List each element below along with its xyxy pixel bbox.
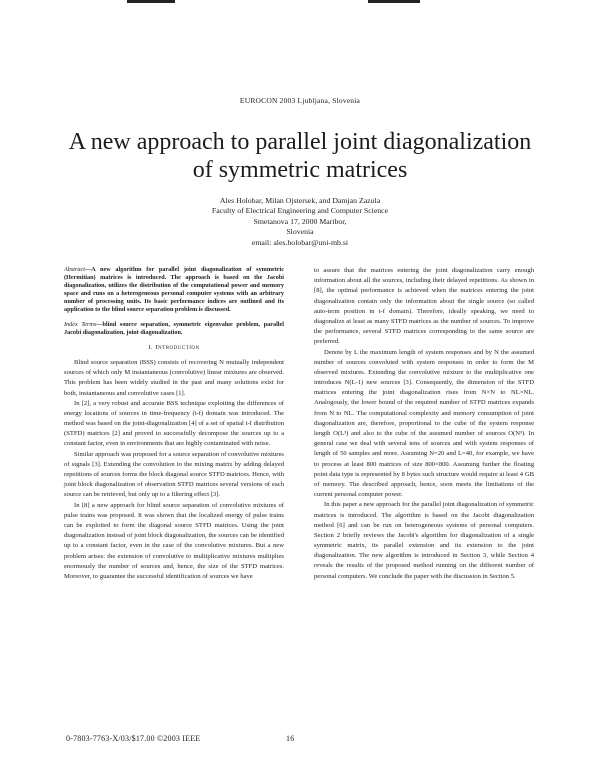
section-heading: I. Introduction [148, 343, 200, 351]
paragraph: Similar approach was proposed for a source separation of convolutive mixtures of signals [3]. Extending the convolution to the mixing matrix by adding delayed repetitions of sources forms the block diagonal source STFD matrices. Hence, with joint block diagonalization of observation STFD matrices several versions of each source can be retrieved, but only up to a filtering effect [3]. [64, 450, 284, 499]
paragraph: In this paper a new approach for the parallel joint diagonalization of symmetric matrices is introduced. The algorithm is based on the Jacobi diagonalization method [6] and can be run on heterogeneous systems of personal computers. Section 2 briefly reviews the Jacobi's algorithm for diagonalization of a single symmetric matrix, its parallel extension and its extension to the joint diagonalization. The new algorithm is introduced in Section 3, while Section 4 reveals the results of the proposed method running on the different number of personal computers. We conclude the paper with the discussion in Section 5. [314, 501, 534, 580]
paper-title [60, 128, 540, 184]
affiliation-line: Slovenia [286, 227, 314, 237]
paragraph: Denote by L the maximum length of system responses and by N the assumed number of sources convoluted with system responses in order to form the M observed mixtures. Extending the convolutive mixture to the multiplicative one introduces N(L-1) new sources [3]. Consequently, the dimension of the STFD matrices entering the joint diagonalization rises from N×N to NL×NL. Analogously, the lower bound of the required number of STFD matrices expands from N to NL. The computational complexity and memory consumption of joint diagonalization are, therefore, proportional to the cube of the system response length O(L³) and also to the cube of the assumed number of sources O(N³). In general case we deal with several tens of sources and with system responses of length of 50 samples and more. Assuming N=20 and L=40, for example, we have to process at least 800 matrices of size 800×800. Assuming further the floating point data type is represented by 8 bytes such structure would require at least 4 GB of memory. The described approach, hence, soon meets the limitations of the current personal computer power. [314, 348, 534, 499]
abstract-label: Abstract [64, 266, 85, 273]
title-line: of symmetric matrices [192, 157, 408, 183]
index-terms [64, 321, 284, 337]
index-terms-text: —blind source separation, symmetric eigenvalue problem, parallel Jacobi diagonalization, joint diagonalization. [64, 320, 284, 336]
author-email: email: ales.holobar@uni-mb.si [251, 237, 349, 247]
title-line: A new approach to parallel joint diagonalization [68, 129, 532, 155]
paragraph: Blind source separation (BSS) consists of recovering N mutually independent sources of which only M instantaneous (convolutive) linear mixtures are observed. This problem has been widely studied in the past and many solutions exist for both, instantaneous and convolutive cases [1]. [64, 358, 284, 397]
author-names: Ales Holobar, Milan Ojstersek, and Damjan Zazula [219, 196, 381, 205]
paragraph: In [8] a new approach for blind source separation of convolutive mixtures of pulse trains was proposed. It was shown that the localized energy of pulse trains can be exploited to form the diagonal source STFD matrices. Using the joint diagonalization instead of joint block diagonalization, the sources can be identified up to a constant factor, even in the case of the convolutive mixtures. But a new problem arises: the extension of convolutive to multiplicative mixtures multiplies enormously the number of sources and, hence, the size of the STFD matrices. Moreover, to guarantee the successful identification of sources we have [64, 501, 284, 580]
index-terms-label: Index Terms [64, 320, 97, 328]
paragraph: In [2], a very robust and accurate BSS technique exploiting the differences of energy locations of sources in time-frequency (t-f) domain was introduced. The method was based on the joint-diagonalization [4] of a set of spatial t-f distribution (STFD) matrices [2] and proved to successfully decompose the sources up to a constant factor, even in environments that are highly contaminated with noise. [64, 399, 284, 448]
scan-mark-left [127, 0, 175, 3]
abstract-text: —A new algorithm for parallel joint diagonalization of symmetric (Hermitian) matrices is introduced. The approach is based on the Jacobi diagonalization, utilizes the distribution of the computational power and memory space and runs on a heterogeneous personal computer systems with an arbitrary number of processing units. Its basic performance indices are outlined and its application to the blind source separation problem is discussed. [64, 266, 284, 314]
left-column [64, 266, 284, 582]
scan-mark-right [368, 0, 420, 3]
copyright-code: 0-7803-7763-X/03/$17.00 ©2003 IEEE [66, 734, 201, 743]
author-block [150, 196, 450, 248]
abstract [64, 266, 284, 315]
affiliation-line: Faculty of Electrical Engineering and Computer Science [211, 206, 389, 216]
page-footer [66, 734, 306, 743]
paragraph: to assure that the matrices entering the joint diagonalization carry enough information about all the sources, including their delayed repetitions. As shown in [8], the optimal performance is achieved when the matrices entering the joint diagonalization contain only the information about the single source (so called auto-term position in t-f domain). Therefore, ideally speaking, we need to diagonalize at least as many STFD matrices as the number of sources. To improve the performance, several STFD matrices corresponding to the same source are preferred. [314, 267, 534, 346]
conference-header: EUROCON 2003 Ljubljana, Slovenia [239, 96, 361, 105]
right-column [314, 266, 534, 582]
affiliation-line: Smetanova 17, 2000 Maribor, [253, 216, 347, 226]
page-number: 16 [286, 734, 295, 743]
